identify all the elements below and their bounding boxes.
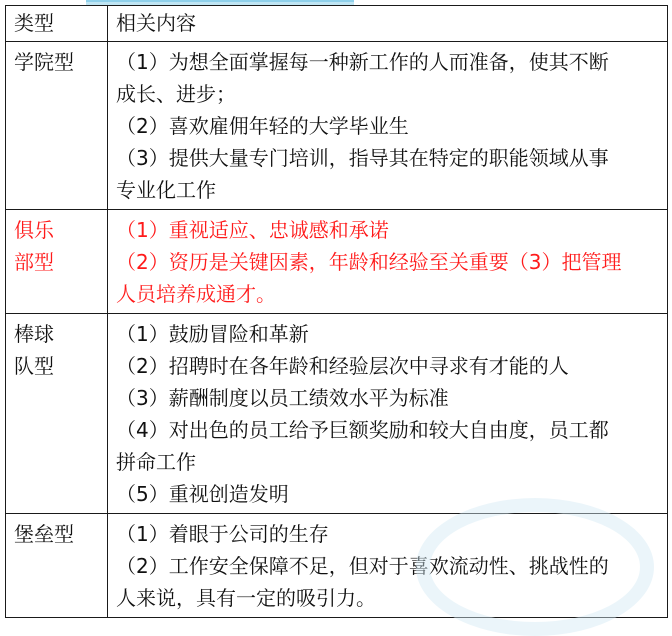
- content-line: （2）喜欢雇佣年轻的大学毕业生: [116, 114, 409, 138]
- content-line: （2）工作安全保障不足，但对于喜欢流动性、挑战性的: [116, 554, 609, 578]
- content-line: （1）着眼于公司的生存: [116, 522, 329, 546]
- type-cell: [6, 314, 108, 514]
- content-line: （3）提供大量专门培训，指导其在特定的职能领域从事: [116, 146, 609, 170]
- table-header-row: [6, 6, 668, 42]
- content-line: 拼命工作: [116, 450, 196, 474]
- header-type-cell: 类型: [6, 6, 108, 42]
- type-cell: [6, 514, 108, 618]
- content-cell: [108, 314, 668, 514]
- content-line: （4）对出色的员工给予巨额奖励和较大自由度，员工都: [116, 418, 609, 442]
- table-row: [6, 42, 668, 210]
- content-line: （5）重视创造发明: [116, 482, 289, 506]
- type-label: 堡垒型: [14, 522, 74, 546]
- top-accent-line: [86, 0, 354, 2]
- culture-type-table: [5, 5, 668, 618]
- header-content-cell: 相关内容: [108, 6, 668, 42]
- table-body: [6, 42, 668, 618]
- table-row: [6, 210, 668, 314]
- content-line: （1）重视适应、忠诚感和承诺: [116, 218, 389, 242]
- content-line: 人来说，具有一定的吸引力。: [116, 586, 376, 610]
- content-line: 人员培养成通才。: [116, 282, 276, 306]
- content-line: （3）薪酬制度以员工绩效水平为标准: [116, 386, 449, 410]
- type-label: 部型: [14, 250, 54, 274]
- type-cell: [6, 210, 108, 314]
- content-line: （2）招聘时在各年龄和经验层次中寻求有才能的人: [116, 354, 569, 378]
- content-cell: [108, 210, 668, 314]
- content-cell: [108, 42, 668, 210]
- type-label: 俱乐: [14, 218, 54, 242]
- table-row: [6, 514, 668, 618]
- table-row: [6, 314, 668, 514]
- type-label: 棒球: [14, 322, 54, 346]
- content-line: 成长、进步；: [116, 82, 236, 106]
- content-line: （1）为想全面掌握每一种新工作的人而准备，使其不断: [116, 50, 609, 74]
- content-line: （2）资历是关键因素，年龄和经验至关重要（3）把管理: [116, 250, 622, 274]
- content-line: （1）鼓励冒险和革新: [116, 322, 309, 346]
- content-cell: [108, 514, 668, 618]
- type-label: 学院型: [14, 50, 74, 74]
- type-cell: [6, 42, 108, 210]
- type-label: 队型: [14, 354, 54, 378]
- content-line: 专业化工作: [116, 178, 216, 202]
